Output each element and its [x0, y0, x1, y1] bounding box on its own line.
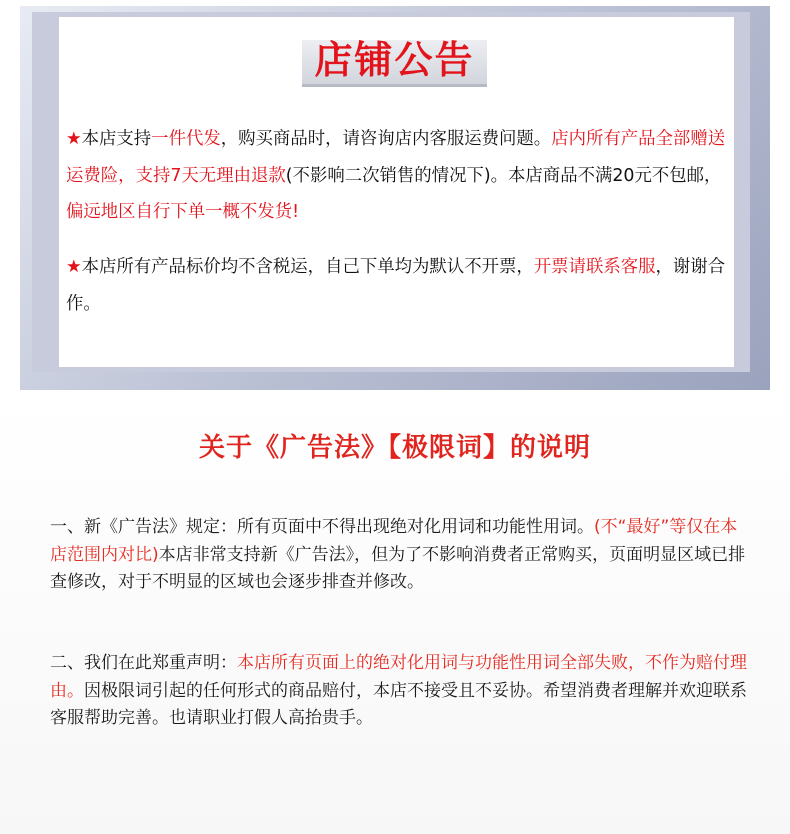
highlight-text: (不“最好”等仅在本店范围内对比) [50, 517, 738, 565]
highlight-text: ★ [66, 129, 82, 149]
body-text: 因极限词引起的任何形式的商品赔付，本店不接受且不妥协。希望消费者理解并欢迎联系客服帮助完善。也请职业打假人高抬贵手。 [50, 680, 747, 728]
highlight-text: 店内所有产品全部赠送运费险，支持7天无理由退款 [66, 129, 726, 186]
body-text: 一、新《广告法》规定：所有页面中不得出现绝对化用词和功能性用词。 [50, 517, 594, 537]
highlight-text: 本店所有页面上的绝对化用词与功能性用词全部失败，不作为赔付理由。 [50, 653, 747, 701]
law-paragraph-1 [50, 514, 750, 597]
notice-paragraph-2 [66, 249, 731, 322]
highlight-text: 开票请联系客服 [533, 257, 656, 277]
law-title: 关于《广告法》【极限词】的说明 [198, 433, 591, 463]
highlight-text: ★ [66, 257, 82, 277]
body-text: 二、我们在此郑重声明： [50, 653, 237, 673]
body-text: ，谢谢合作。 [66, 257, 726, 314]
law-paragraph-2 [50, 650, 750, 733]
highlight-text: 一件代发 [151, 129, 221, 149]
body-text: ，购买商品时，请咨询店内客服运费问题。 [220, 129, 552, 149]
highlight-text: 偏远地区自行下单一概不发货! [66, 202, 300, 222]
notice-paragraph-1 [66, 121, 731, 231]
notice-title: 店铺公告 [314, 38, 475, 82]
body-text: 本店支持 [81, 129, 152, 149]
body-text: 本店非常支持新《广告法》，但为了不影响消费者正常购买，页面明显区域已排查修改，对于不明显的区域也会逐步排查并修改。 [50, 544, 746, 592]
body-text: (不影响二次销售的情况下)。本店商品不满20元不包邮， [285, 165, 722, 186]
body-text: 本店所有产品标价均不含税运，自己下单均为默认不开票， [81, 257, 534, 277]
